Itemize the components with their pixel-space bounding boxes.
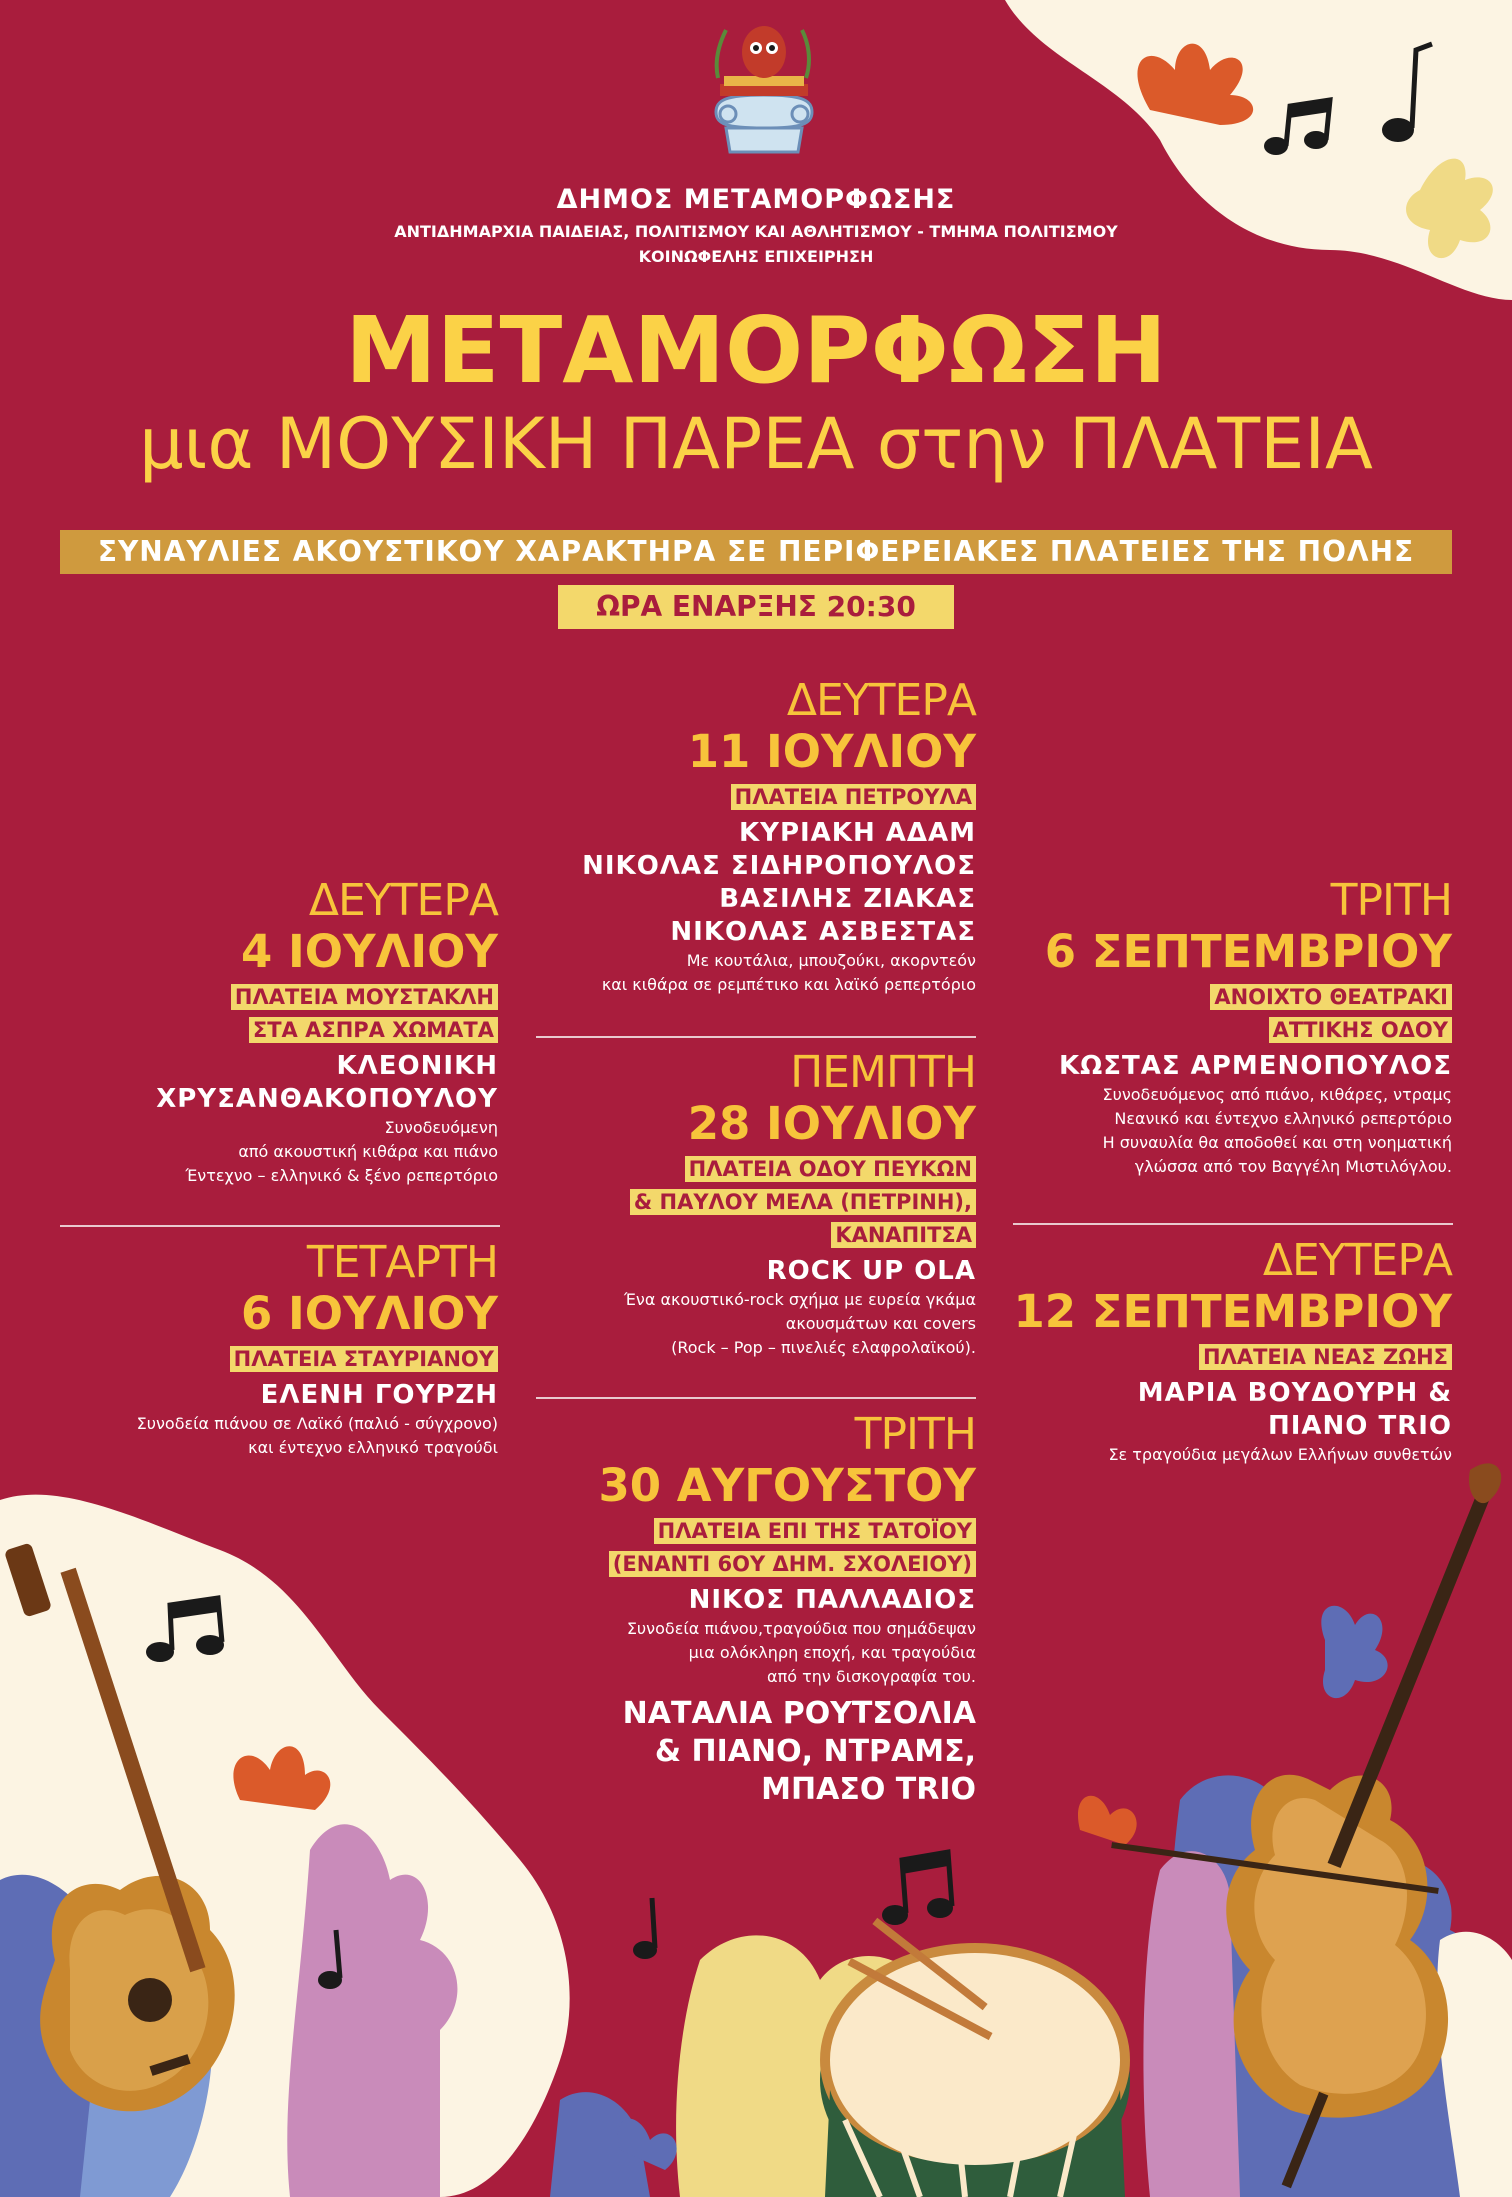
event-description: Με κουτάλια, μπουζούκι, ακορντεόν xyxy=(686,951,976,970)
event-description: Ένα ακουστικό-rock σχήμα με ευρεία γκάμα xyxy=(623,1290,976,1309)
enterprise-name: ΚΟΙΝΩΦΕΛΗΣ ΕΠΙΧΕΙΡΗΣΗ xyxy=(638,247,874,266)
event-description: από την δισκογραφία του. xyxy=(767,1667,976,1686)
event-description: και κιθάρα σε ρεμπέτικο και λαϊκό ρεπερτόριο xyxy=(601,975,976,994)
event-sep12 xyxy=(992,1236,1452,1467)
event-description: ακουσμάτων και covers xyxy=(785,1314,976,1333)
event-description: Συνοδεία πιάνου,τραγούδια που σημάδεψαν xyxy=(626,1619,976,1638)
leaf-icon xyxy=(1078,1796,1137,1845)
event-venue: ΠΛΑΤΕΙΑ ΜΟΥΣΤΑΚΛΗ xyxy=(231,984,498,1010)
event-day: ΠΕΜΠΤΗ xyxy=(790,1047,976,1098)
event-aug30 xyxy=(516,1410,976,1809)
department-name: ΑΝΤΙΔΗΜΑΡΧΙΑ ΠΑΙΔΕΙΑΣ, ΠΟΛΙΤΙΣΜΟΥ ΚΑΙ ΑΘΛΗΤΙΣΜΟΥ - ΤΜΗΜΑ ΠΟΛΙΤΙΣΜΟΥ xyxy=(394,222,1118,241)
event-venue: ΚΑΝΑΠΙΤΣΑ xyxy=(831,1222,976,1248)
event-jul4 xyxy=(58,876,498,1188)
event-description: και έντεχνο ελληνικό τραγούδι xyxy=(248,1438,498,1457)
event-second-act: & ΠΙΑΝΟ, ΝΤΡΑΜΣ, xyxy=(654,1734,976,1769)
concert-banner xyxy=(60,530,1452,574)
divider xyxy=(1013,1223,1453,1225)
event-day: ΔΕΥΤΕΡΑ xyxy=(1262,1235,1452,1286)
event-second-act: ΝΑΤΑΛΙΑ ΡΟΥΤΣΟΛΙΑ xyxy=(622,1696,976,1731)
concert-banner-text: ΣΥΝΑΥΛΙΕΣ ΑΚΟΥΣΤΙΚΟΥ ΧΑΡΑΚΤΗΡΑ ΣΕ ΠΕΡΙΦΕΡΕΙΑΚΕΣ ΠΛΑΤΕΙΕΣ ΤΗΣ ΠΟΛΗΣ xyxy=(97,535,1415,568)
bottom-right-purple xyxy=(1143,1851,1240,2197)
event-description: μια ολόκληρη εποχή, και τραγούδια xyxy=(688,1643,976,1662)
owl-logo-icon xyxy=(706,20,822,160)
event-date: 12 ΣΕΠΤΕΜΒΡΙΟΥ xyxy=(1013,1285,1452,1338)
event-description: Σε τραγούδια μεγάλων Ελλήνων συνθετών xyxy=(1108,1445,1452,1464)
event-description: από ακουστική κιθάρα και πιάνο xyxy=(238,1142,498,1161)
event-venue: ΣΤΑ ΑΣΠΡΑ ΧΩΜΑΤΑ xyxy=(249,1017,498,1043)
page-subtitle: μια ΜΟΥΣΙΚΗ ΠΑΡΕΑ στην ΠΛΑΤΕΙΑ xyxy=(139,403,1373,485)
event-description: Συνοδευόμενη xyxy=(384,1118,498,1137)
event-day: ΔΕΥΤΕΡΑ xyxy=(786,675,976,726)
event-artist: ΜΑΡΙΑ ΒΟΥΔΟΥΡΗ & xyxy=(1137,1378,1452,1408)
event-date: 6 ΙΟΥΛΙΟΥ xyxy=(241,1287,498,1340)
event-description: Η συναυλία θα αποδοθεί και στη νοηματική xyxy=(1102,1133,1452,1152)
event-day: ΤΡΙΤΗ xyxy=(1330,875,1452,926)
event-artist: ΚΛΕΟΝΙΚΗ xyxy=(336,1051,498,1081)
event-artist: ΝΙΚΟΛΑΣ ΣΙΔΗΡΟΠΟΥΛΟΣ xyxy=(582,851,976,881)
event-date: 4 ΙΟΥΛΙΟΥ xyxy=(241,925,498,978)
event-venue: ΑΤΤΙΚΗΣ ΟΔΟΥ xyxy=(1269,1017,1452,1043)
event-description: Έντεχνο – ελληνικό & ξένο ρεπερτόριο xyxy=(185,1166,498,1185)
event-date: 11 ΙΟΥΛΙΟΥ xyxy=(687,725,976,778)
event-artist: ΝΙΚΟΣ ΠΑΛΛΑΔΙΟΣ xyxy=(688,1585,976,1615)
event-jul28 xyxy=(516,1048,976,1360)
event-description: Συνοδευόμενος από πιάνο, κιθάρες, ντραμς xyxy=(1102,1085,1452,1104)
music-note-icon xyxy=(882,1852,953,1925)
divider xyxy=(536,1036,976,1038)
event-description: Συνοδεία πιάνου σε Λαϊκό (παλιό - σύγχρονο) xyxy=(136,1414,498,1433)
event-second-act: ΜΠΑΣΟ TRIO xyxy=(761,1772,976,1807)
event-date: 28 ΙΟΥΛΙΟΥ xyxy=(687,1097,976,1150)
event-venue: ΠΛΑΤΕΙΑ ΕΠΙ ΤΗΣ ΤΑΤΟΪΟΥ xyxy=(654,1518,976,1544)
municipality-name: ΔΗΜΟΣ ΜΕΤΑΜΟΡΦΩΣΗΣ xyxy=(556,184,956,215)
event-venue: ΠΛΑΤΕΙΑ ΟΔΟΥ ΠΕΥΚΩΝ xyxy=(685,1156,976,1182)
event-artist: ΚΥΡΙΑΚΗ ΑΔΑΜ xyxy=(738,818,976,848)
event-day: ΔΕΥΤΕΡΑ xyxy=(308,875,498,926)
event-venue: ΠΛΑΤΕΙΑ ΣΤΑΥΡΙΑΝΟΥ xyxy=(230,1346,498,1372)
divider xyxy=(60,1225,500,1227)
event-jul6 xyxy=(38,1238,498,1460)
event-artist: ROCK UP OLA xyxy=(766,1256,976,1286)
event-sep6 xyxy=(992,876,1452,1179)
event-artist: ΒΑΣΙΛΗΣ ΖΙΑΚΑΣ xyxy=(719,884,976,914)
leaf-icon xyxy=(1321,1606,1387,1698)
event-description: γλώσσα από τον Βαγγέλη Μιστιλόγλου. xyxy=(1134,1157,1452,1176)
event-artist: ΠΙΑΝΟ TRIO xyxy=(1267,1411,1452,1441)
event-description: Νεανικό και έντεχνο ελληνικό ρεπερτόριο xyxy=(1114,1109,1452,1128)
event-venue: & ΠΑΥΛΟΥ ΜΕΛΑ (ΠΕΤΡΙΝΗ), xyxy=(630,1189,976,1215)
event-venue: ΠΛΑΤΕΙΑ ΠΕΤΡΟΥΛΑ xyxy=(731,784,976,810)
event-venue: (ΕΝΑΝΤΙ 6ΟΥ ΔΗΜ. ΣΧΟΛΕΙΟΥ) xyxy=(609,1551,976,1577)
event-venue: ΠΛΑΤΕΙΑ ΝΕΑΣ ΖΩΗΣ xyxy=(1199,1344,1452,1370)
event-artist: ΚΩΣΤΑΣ ΑΡΜΕΝΟΠΟΥΛΟΣ xyxy=(1058,1051,1452,1081)
start-time-text: ΩΡΑ ΕΝΑΡΞΗΣ 20:30 xyxy=(596,590,916,623)
event-description: (Rock – Pop – πινελιές ελαφρολαϊκού). xyxy=(671,1338,976,1357)
divider xyxy=(536,1397,976,1399)
event-date: 6 ΣΕΠΤΕΜΒΡΙΟΥ xyxy=(1044,925,1452,978)
music-note-icon xyxy=(633,1898,657,1959)
event-day: ΤΕΤΑΡΤΗ xyxy=(306,1237,498,1288)
event-date: 30 ΑΥΓΟΥΣΤΟΥ xyxy=(598,1459,976,1512)
page-title: ΜΕΤΑΜΟΡΦΩΣΗ xyxy=(345,297,1167,404)
event-artist: ΧΡΥΣΑΝΘΑΚΟΠΟΥΛΟΥ xyxy=(156,1084,498,1114)
event-artist: ΝΙΚΟΛΑΣ ΑΣΒΕΣΤΑΣ xyxy=(670,917,976,947)
event-jul11 xyxy=(516,676,976,997)
event-venue: ΑΝΟΙΧΤΟ ΘΕΑΤΡΑΚΙ xyxy=(1210,984,1452,1010)
event-day: ΤΡΙΤΗ xyxy=(854,1409,976,1460)
start-time-badge xyxy=(558,585,954,629)
event-artist: ΕΛΕΝΗ ΓΟΥΡΖΗ xyxy=(260,1380,498,1410)
